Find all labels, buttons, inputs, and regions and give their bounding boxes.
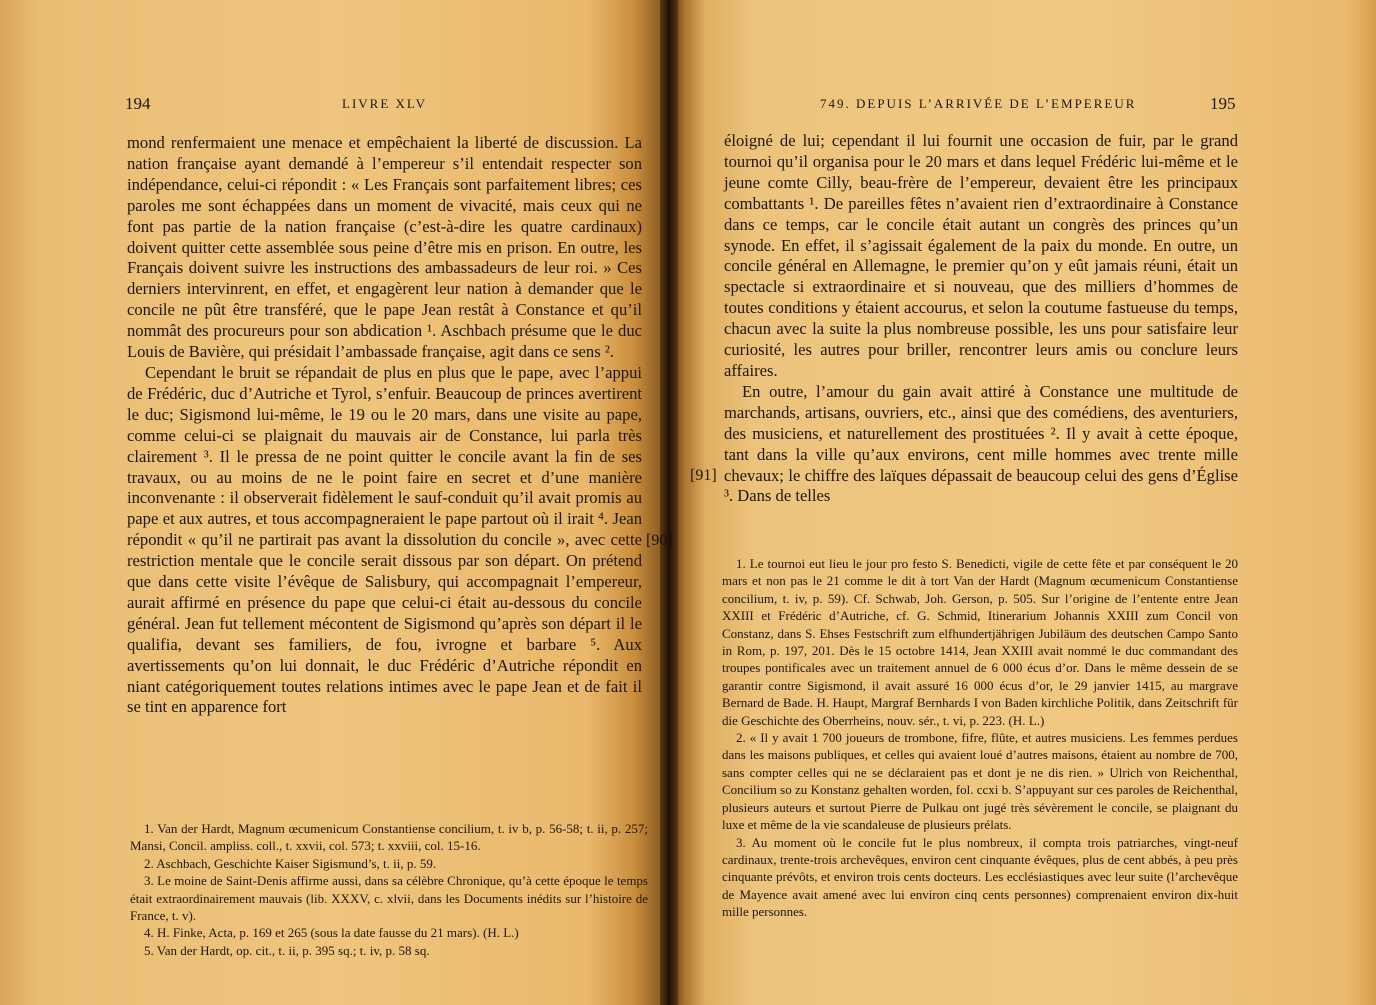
footnotes	[130, 820, 648, 959]
footnote: 5. Van der Hardt, op. cit., t. ii, p. 395 sq.; t. iv, p. 58 sq.	[144, 942, 430, 958]
margin-number: [91]	[690, 467, 717, 484]
footnote: 2. Aschbach, Geschichte Kaiser Sigismund’s, t. ii, p. 59.	[144, 855, 437, 871]
right-page	[670, 0, 1376, 1005]
page-number: 195	[1210, 94, 1236, 113]
footnotes	[722, 555, 1238, 921]
footnote: 3. Au moment où le concile fut le plus nombreux, il compta trois patriarches, vingt-neuf cardinaux, trente-trois archevêques, environ cent cinquante évêques, plus de cent abbés, à peu près cinquante prévôts, et environ trois cents docteurs. Les ecclésiastiques avec leur suite (l’archevêque de Mayence avait amené avec lui environ cinq cents personnes) comprenaient environ dix-huit mille personnes.	[722, 834, 1238, 920]
footnote: 2. « Il y avait 1 700 joueurs de trombone, fifre, flûte, et autres musiciens. Les femmes perdues dans les maisons publiques, et celles qui avaient loué d’autres maisons, étaient au nombre de 700, sans compter celles qui ne se déclaraient pas et dont je ne dis rien. » Ulrich von Reichenthal, Concilium so zu Konstanz gehalten worden, fol. ccxi b. S’appuyant sur ces paroles de Reichenthal, plusieurs auteurs et surtout Pierre de Pulkau ont jugé très sévèrement le concile, se plaignant du luxe et même de la vie scandaleuse de plusieurs prélats.	[722, 730, 1238, 833]
running-head: 749. DEPUIS L’ARRIVÉE DE L’EMPEREUR	[820, 96, 1137, 111]
main-text	[724, 131, 1238, 507]
book-gutter	[660, 0, 678, 1005]
main-text	[127, 133, 642, 718]
paragraph: En outre, l’amour du gain avait attiré à Constance une multitude de marchands, artisans, ouvriers, etc., ainsi que des comédiens, des aventuriers, des musiciens, et naturellement des prostituées ². Il y avait à cette époque, tant dans la ville qu’aux environs, cent mille hommes avec trente mille chevaux; le chiffre des laïques dépassait de beaucoup celui des gens d’Église ³. Dans de telles	[724, 381, 1238, 506]
paragraph: éloigné de lui; cependant il lui fournit une occasion de fuir, par le grand tournoi qu’il organisa pour le 20 mars et dans lequel Frédéric lui-même et le jeune comte Cilly, beau-frère de l’empereur, devaient être les principaux combattants ¹. De pareilles fêtes n’avaient rien d’extraordinaire à Constance dans ce temps, car le concile était autant un congrès des princes qu’un synode. En effet, il s’agissait également de la paix du monde. En outre, un concile général en Allemagne, le premier qu’on y eût jamais réuni, était un spectacle si extraordinaire et si nouveau, que des milliers d’hommes de toutes conditions y étaient accourus, et selon la coutume fastueuse du temps, chacun avec la suite la plus nombreuse possible, les uns pour satisfaire leur curiosité, les autres pour briller, rencontrer leurs amis ou conclure leurs affaires.	[724, 131, 1238, 380]
paragraph: mond renfermaient une menace et empêchaient la liberté de discussion. La nation française ayant demandé à l’empereur s’il entendait respecter son indépendance, celui-ci répondit : « Les Français sont parfaitement libres; ces paroles me sont échappées dans un moment de vivacité, mais ceux qui ne font pas partie de la nation française (c’est-à-dire les quatre cardinaux) doivent quitter cette assemblée sous peine d’être mis en prison. En outre, les Français doivent suivre les instructions des ambassadeurs de leur roi. » Ces derniers intervinrent, en effet, et engagèrent leur nation à demander que le concile ne pût être transféré, que le pape Jean restât à Constance et qu’il nommât des procureurs pour son abdication ¹. Aschbach présume que le duc Louis de Bavière, qui présidait l’ambassade française, agit dans ce sens ².	[127, 133, 642, 362]
footnote: 1. Le tournoi eut lieu le jour pro festo S. Benedicti, vigile de cette fête et par conséquent le 20 mars et non pas le 21 comme le dit à tort Van der Hardt (Magnum œcumenicum Constantiense concilium, t. iv, p. 59). Cf. Schwab, Joh. Gerson, p. 505. Sur l’origine de l’entente entre Jean XXIII et Frédéric d’Autriche, cf. G. Schmid, Itinerarium Johannis XXIII zum Concil von Constanz, dans S. Ehses Festschrift zum elfhundertjährigen Jubiläum des deutschen Campo Santo in Rom, p. 197, 201. Dès le 15 octobre 1414, Jean XXIII avait nommé le duc commandant des troupes pontificales avec un traitement annuel de 6 000 écus d’or. Dans le même dessein de se garantir contre Sigismond, il avait assuré 16 000 écus d’or, le 29 janvier 1415, au margrave Bernard de Bade. H. Haupt, Margraf Bernhards I von Baden kirchliche Politik, dans Zeitschrift für die Geschichte des Oberrheins, nouv. sér., t. vi, p. 223. (H. L.)	[722, 556, 1238, 728]
margin-number: [90]	[646, 532, 673, 549]
footnote: 3. Le moine de Saint-Denis affirme aussi, dans sa célèbre Chronique, qu’à cette époque le temps était extraordinairement mauvais (lib. XXXV, c. xlvii, dans les Documents inédits sur l’histoire de France, t. v).	[130, 873, 648, 924]
footnote: 4. H. Finke, Acta, p. 169 et 265 (sous la date fausse du 21 mars). (H. L.)	[144, 925, 519, 941]
left-page	[0, 0, 668, 1005]
paragraph: Cependant le bruit se répandait de plus en plus que le pape, avec l’appui de Frédéric, duc d’Autriche et Tyrol, s’enfuir. Beaucoup de princes avertirent le duc; Sigismond lui-même, le 19 ou le 20 mars, dans une visite au pape, comme celui-ci se plaignait du mauvais air de Constance, lui parla très clairement ³. Il le pressa de ne point quitter le concile avant la fin de ses travaux, ou au moins de ne le point faire en secret et d’une manière inconvenante : il observerait fidèlement le sauf-conduit qu’il avait promis au pape et aux autres, et tous accompagneraient le pape partout où il irait ⁴. Jean répondit « qu’il ne partirait pas avant la dissolution du concile », avec cette restriction mentale que le concile serait dissous par son départ. On prétend que dans cette visite l’évêque de Salisbury, qui accompagnait l’empereur, aurait affirmé en présence du pape que celui-ci était au-dessous du concile général. Jean fut tellement mécontent de Sigismond qu’après son départ il le qualifia, devant ses familiers, de fou, ivrogne et barbare ⁵. Aux avertissements qu’on lui donnait, le duc Frédéric d’Autriche répondit en niant catégoriquement toutes relations intimes avec le pape Jean et de fait il se tint en apparence fort	[127, 362, 642, 717]
running-head: LIVRE XLV	[342, 96, 428, 111]
page-number: 194	[125, 94, 151, 113]
footnote: 1. Van der Hardt, Magnum œcumenicum Constantiense concilium, t. iv b, p. 56-58; t. ii, p. 257; Mansi, Concil. ampliss. coll., t. xxvii, col. 573; t. xxviii, col. 15-16.	[130, 821, 648, 854]
